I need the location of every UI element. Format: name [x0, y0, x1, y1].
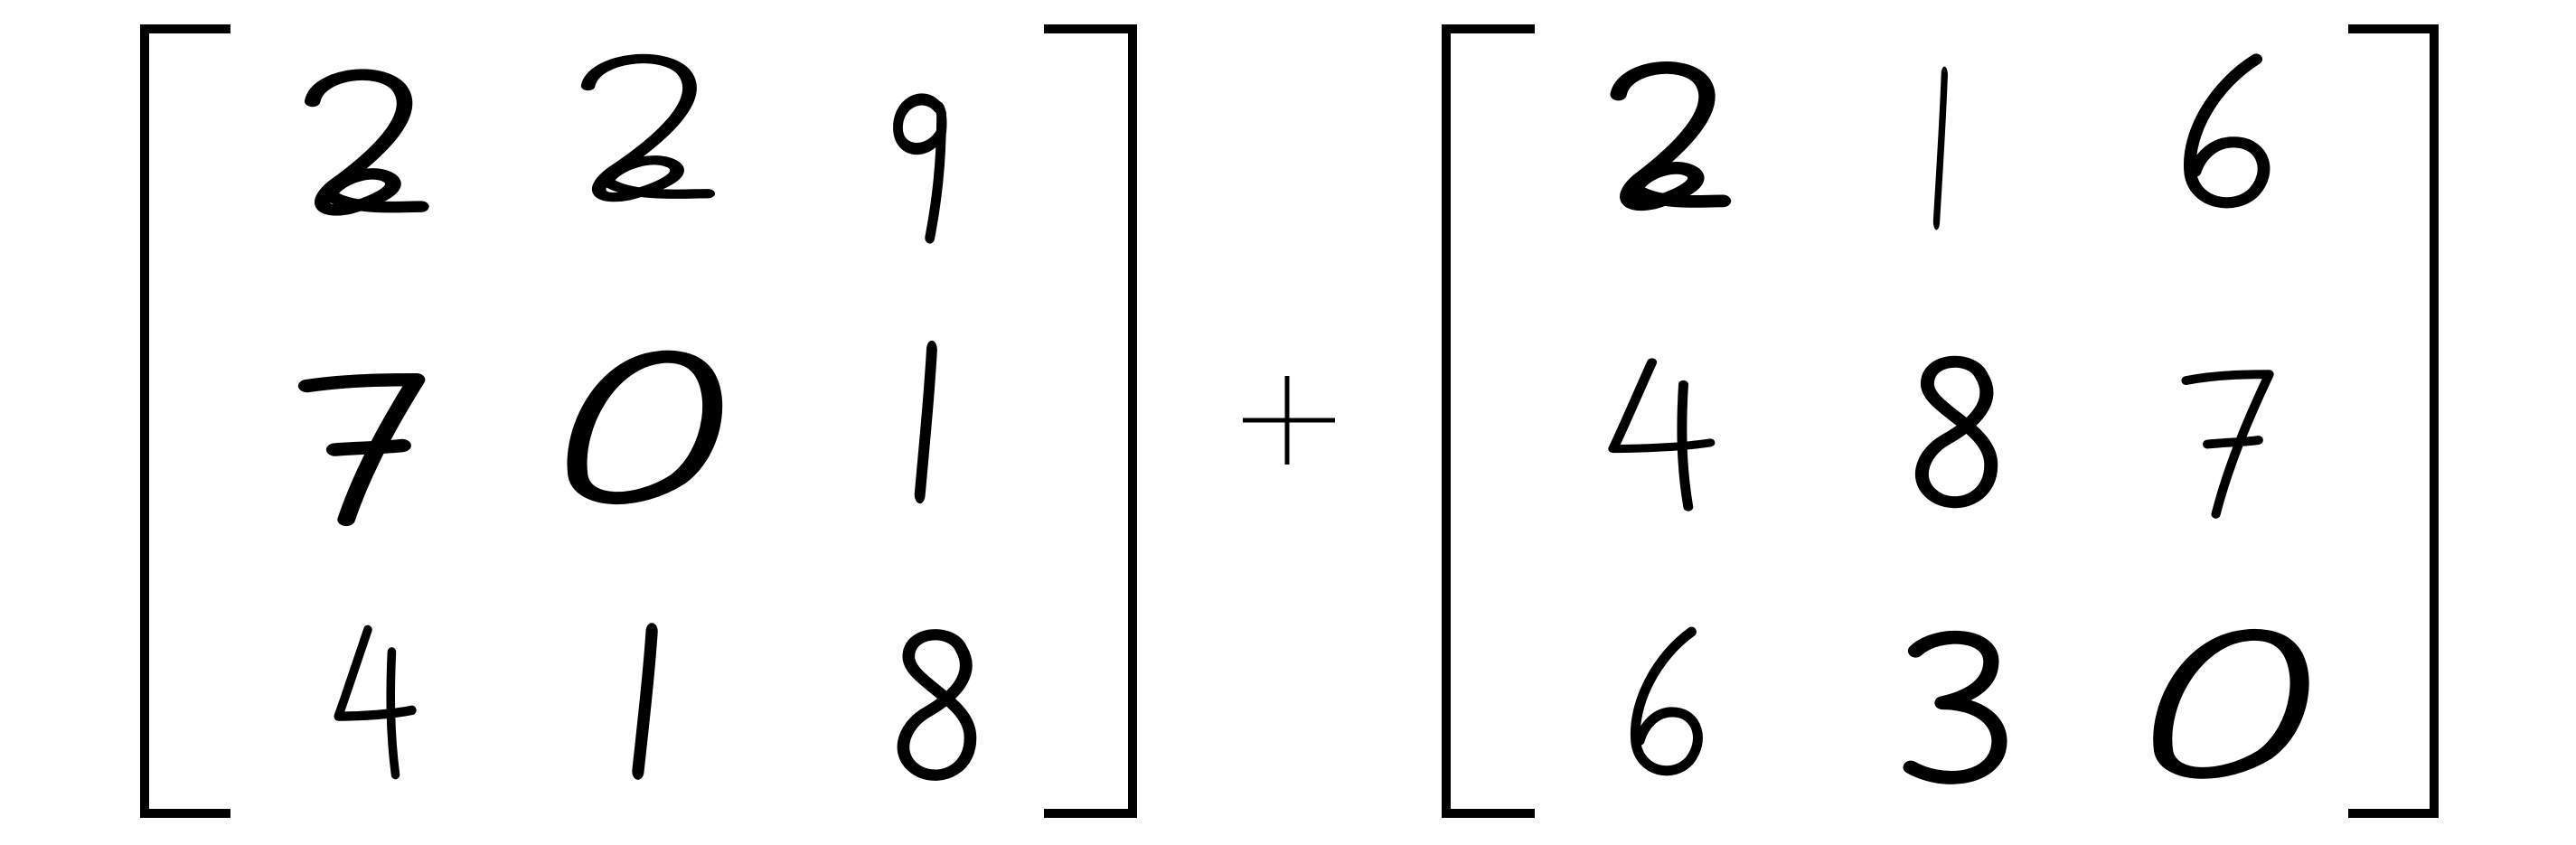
left-matrix-digit-r1c2: [588, 59, 709, 197]
left-matrix-digit-r1c3: [898, 99, 942, 238]
right-matrix-digit-r3c2: [1911, 637, 1999, 777]
left-matrix-digits: [307, 59, 971, 775]
left-matrix-close-bracket: [1044, 29, 1133, 813]
right-matrix-digit-r1c3: [2190, 60, 2264, 203]
left-matrix-digit-r3c2: [638, 632, 652, 772]
right-matrix-open-bracket: [1446, 29, 1535, 813]
right-matrix: [1446, 29, 2434, 813]
right-matrix-digit-r2c2: [1922, 361, 1990, 502]
left-matrix-digit-r3c1: [338, 630, 412, 775]
right-matrix-close-bracket: [2348, 29, 2434, 813]
right-matrix-digit-r1c2: [1936, 75, 1944, 221]
left-matrix-digit-r1c1: [313, 75, 421, 211]
left-matrix-digit-r2c2: [578, 357, 713, 498]
right-matrix-digit-r2c3: [2186, 374, 2270, 514]
right-matrix-digit-r1c1: [1619, 68, 1723, 204]
plus-operator: [1243, 376, 1335, 465]
left-matrix-digit-r3c3: [903, 634, 970, 775]
right-matrix-digit-r3c3: [2163, 634, 2299, 773]
right-matrix-digits: [1613, 60, 2299, 778]
left-matrix-digit-r2c1: [307, 380, 417, 520]
right-matrix-digit-r3c1: [1635, 632, 1697, 771]
left-matrix-digit-r2c3: [920, 350, 932, 494]
left-matrix-open-bracket: [145, 29, 230, 813]
left-matrix: [145, 29, 1133, 813]
right-matrix-digit-r2c1: [1613, 362, 1710, 507]
